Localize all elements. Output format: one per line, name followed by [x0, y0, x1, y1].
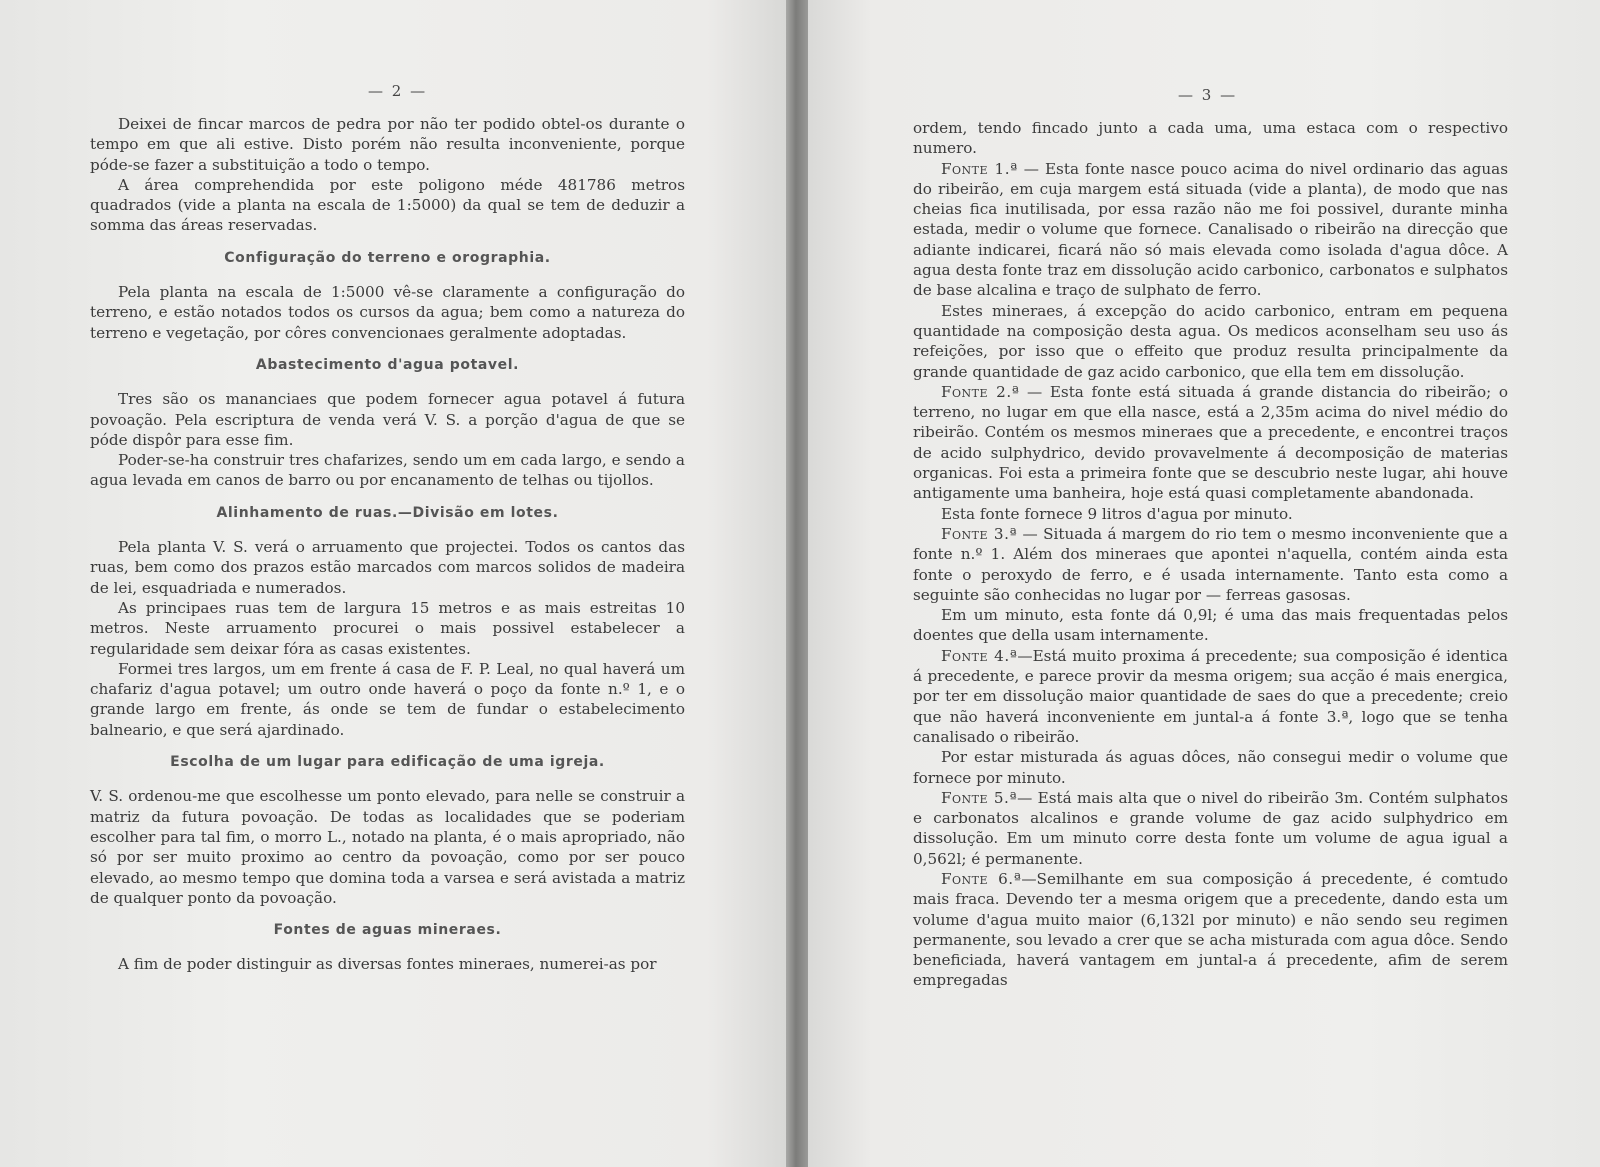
fonte-label: Fonte 1.ª — [941, 159, 1018, 178]
fonte-text: —Está muito proxima á precedente; sua composição é identica á precedente, e parece provir da mesma origem; sua acção é mais energica, por ter em dissolução maior quantidade de saes do que a precedente; creio que não haverá inconveniente em juntal-a á fonte 3.ª, logo que se tenha canalisado o ribeirão. — [913, 646, 1508, 746]
fonte-paragraph — [913, 159, 1508, 301]
paragraph: Pela planta na escala de 1:5000 vê-se claramente a configuração do terreno, e estão notados todos os cursos da agua; bem como a natureza do terreno e vegetação, por côres convencionaes geralmente adoptadas. — [90, 283, 685, 342]
paragraph: Pela planta V. S. verá o arruamento que projectei. Todos os cantos das ruas, bem como dos prazos estão marcados com marcos solidos de madeira de lei, esquadriada e numerados. — [90, 538, 685, 597]
fonte-text: — Esta fonte está situada á grande distancia do ribeirão; o terreno, no lugar em que ella nasce, está a 2,35m acima do nivel médio do ribeirão. Contém os mesmos mineraes que a precedente, e encontrei traços de acido sulphydrico, devido provavelmente á decomposição de materias organicas. Foi esta a primeira fonte que se descubrio neste lugar, ahi houve antigamente uma banheira, hoje está quasi completamente abandonada. — [913, 382, 1508, 503]
fonte-paragraph — [913, 646, 1508, 747]
fonte-paragraph — [913, 788, 1508, 869]
paragraph: Em um minuto, esta fonte dá 0,9l; é uma das mais frequentadas pelos doentes que della usam internamente. — [913, 606, 1508, 645]
right-page — [808, 0, 1600, 1167]
section-heading: Fontes de aguas mineraes. — [273, 922, 502, 939]
fonte-text: — Situada á margem do rio tem o mesmo inconveniente que a fonte n.º 1. Além dos mineraes que apontei n'aquella, contém ainda esta fonte o peroxydo de ferro, e é usada internamente. Tanto esta como a seguinte são conhecidas no lugar por — ferreas gasosas. — [913, 524, 1508, 604]
fonte-paragraph — [913, 382, 1508, 504]
fonte-text: — Esta fonte nasce pouco acima do nivel ordinario das aguas do ribeirão, em cuja margem está situada (vide a planta), de modo que nas cheias fica inutilisada, por essa razão não me foi possivel, durante minha estada, medir o volume que fornece. Canalisado o ribeirão na direcção que adiante indicarei, ficará não só mais elevada como isolada d'agua dôce. A agua desta fonte traz em dissolução acido carbonico, carbonatos e sulphatos de base alcalina e traço de sulphato de ferro. — [913, 159, 1508, 300]
paragraph: Poder-se-ha construir tres chafarizes, sendo um em cada largo, e sendo a agua levada em canos de barro ou por encanamento de telhas ou tijollos. — [90, 451, 685, 490]
paragraph: V. S. ordenou-me que escolhesse um ponto elevado, para nelle se construir a matriz da futura povoação. De todas as localidades que se poderiam escolher para tal fim, o morro L., notado na planta, é o mais apropriado, não só por ser muito proximo ao centro da povoação, como por ser pouco elevado, ao mesmo tempo que domina toda a varsea e será avistada a matriz de qualquer ponto da povoação. — [90, 787, 685, 907]
fonte-text: —Semilhante em sua composição á precedente, é comtudo mais fraca. Devendo ter a mesma origem que a precedente, dando esta um volume d'agua muito maior (6,132l por minuto) e não sendo seu regimen permanente, sou levado a crer que se acha misturada com agua dôce. Sendo beneficiada, haverá vantagem em juntal-a á precedente, afim de serem empregadas — [913, 869, 1508, 990]
fonte-label: Fonte 5.ª — [941, 788, 1018, 807]
paragraph: Formei tres largos, um em frente á casa de F. P. Leal, no qual haverá um chafariz d'agua potavel; um outro onde haverá o poço da fonte n.º 1, e o grande largo em frente, ás onde se tem de fundar o estabelecimento balneario, e que será ajardinado. — [90, 659, 685, 739]
paragraph: A fim de poder distinguir as diversas fontes mineraes, numerei-as por — [118, 955, 657, 974]
section-heading: Escolha de um lugar para edificação de uma igreja. — [170, 754, 605, 771]
fonte-label: Fonte 3.ª — [941, 524, 1018, 543]
section-heading: Abastecimento d'agua potavel. — [255, 356, 520, 373]
section-heading: Alinhamento de ruas.—Divisão em lotes. — [216, 504, 559, 521]
paragraph: Deixei de fincar marcos de pedra por não ter podido obtel-os durante o tempo em que ali estive. Disto porém não resulta inconveniente, porque póde-se fazer a substituição a todo o tempo. — [90, 115, 685, 174]
left-page — [0, 0, 786, 1167]
fonte-label: Fonte 6.ª — [941, 869, 1022, 888]
paragraph: Estes mineraes, á excepção do acido carbonico, entram em pequena quantidade na composição desta agua. Os medicos aconselham seu uso ás refeições, por isso que o effeito que produz resulta principalmente da grande quantidade de gaz acido carbonico, que ella tem em dissolução. — [913, 301, 1508, 381]
fonte-label: Fonte 4.ª — [941, 646, 1018, 665]
paragraph: Tres são os mananciaes que podem fornecer agua potavel á futura povoação. Pela escriptura de venda verá V. S. a porção d'agua de que se póde dispôr para esse fim. — [90, 390, 685, 449]
paragraph: A área comprehendida por este poligono méde 481786 metros quadrados (vide a planta na escala de 1:5000) da qual se tem de deduzir a somma das áreas reservadas. — [90, 175, 685, 235]
paragraph: ordem, tendo fincado junto a cada uma, uma estaca com o respectivo numero. — [913, 119, 1508, 158]
section-heading: Configuração do terreno e orographia. — [224, 249, 551, 266]
paragraph: Por estar misturada ás aguas dôces, não consegui medir o volume que fornece por minuto. — [913, 748, 1508, 787]
left-text-column — [90, 114, 685, 975]
right-text-column — [913, 118, 1508, 991]
fonte-paragraph — [913, 524, 1508, 605]
fonte-label: Fonte 2.ª — [941, 382, 1020, 401]
paragraph: As principaes ruas tem de largura 15 metros e as mais estreitas 10 metros. Neste arruamento procurei o mais possivel estabelecer a regularidade sem deixar fóra as casas existentes. — [90, 598, 685, 658]
page-number: — 3 — — [1178, 86, 1238, 104]
fonte-paragraph — [913, 869, 1508, 991]
paragraph: Esta fonte fornece 9 litros d'agua por minuto. — [941, 504, 1293, 523]
page-number: — 2 — — [368, 82, 428, 100]
fonte-text: — Está mais alta que o nivel do ribeirão 3m. Contém sulphatos e carbonatos alcalinos e grande volume de gaz acido sulphydrico em dissolução. Em um minuto corre desta fonte um volume de agua igual a 0,562l; é permanente. — [913, 788, 1508, 868]
book-gutter — [786, 0, 808, 1167]
